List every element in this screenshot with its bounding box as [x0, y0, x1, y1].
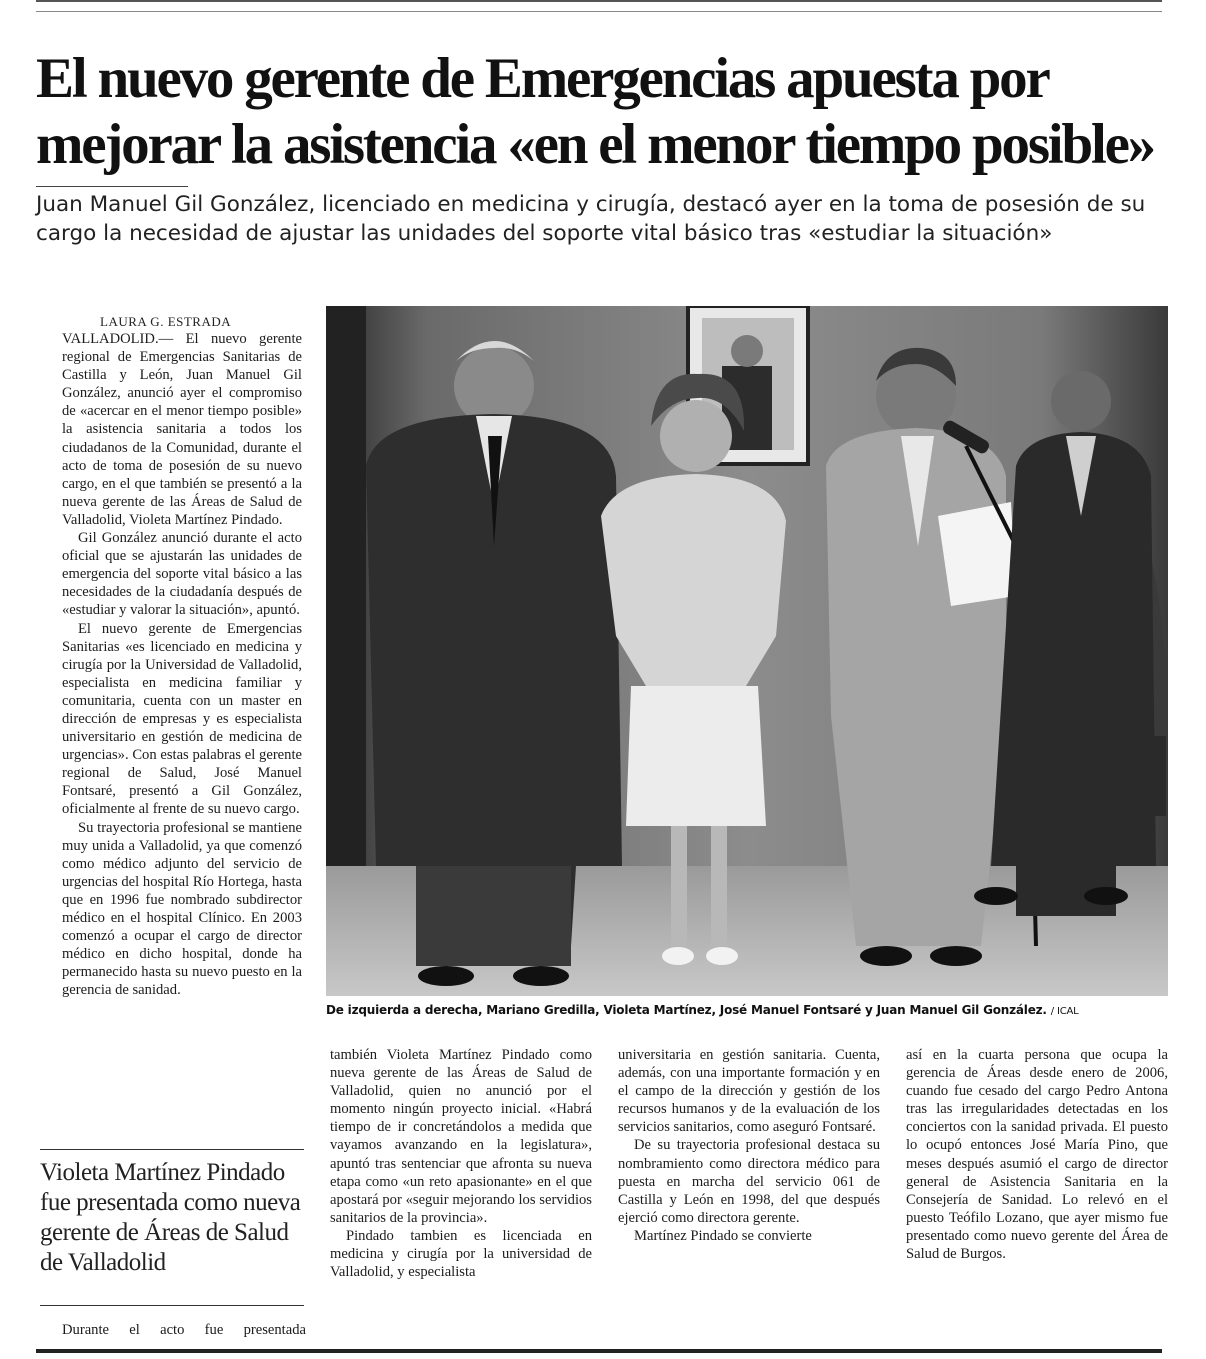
- paragraph-start: Durante el acto fue presentada: [62, 1322, 306, 1338]
- photo-credit: / ICAL: [1050, 1006, 1079, 1017]
- paragraph: Martínez Pindado se convierte: [634, 1227, 812, 1244]
- top-rule: [36, 0, 1162, 2]
- paragraph: universitaria en gestión sanitaria. Cuenta, además, con una importante formación y en el campo de la dirección y gestión de los recursos humanos y de la evaluación de los servicios sanitarios, como aseguró Fontsaré.: [618, 1047, 880, 1136]
- bottom-rule: [36, 1349, 1162, 1353]
- byline: LAURA G. ESTRADA: [100, 314, 232, 329]
- caption-text: De izquierda a derecha, Mariano Gredilla, Violeta Martínez, José Manuel Fontsaré y Juan Manuel Gil González.: [326, 1003, 1047, 1017]
- pullquote-rule-bottom: [40, 1305, 304, 1306]
- speech-paper: [938, 502, 1016, 606]
- pullquote-rule-top: [40, 1149, 304, 1150]
- column-3: [618, 1046, 880, 1245]
- paragraph: así en la cuarta persona que ocupa la gerencia de Áreas desde enero de 2006, cuando fue cesado del cargo Pedro Antona tras las irregularidades detectadas en los conciertos con la sanidad privada. El puesto lo ocupó entonces José María Pino, que meses después asumió el cargo de director general de Asistencia Sanitaria en la Consejería de Sanidad. Lo relevó en el puesto Teófilo Lozano, que ayer mismo fue presentado como nuevo gerente del Área de Salud de Burgos.: [906, 1047, 1168, 1263]
- headline: El nuevo gerente de Emergencias apuesta por mejorar la asistencia «en el menor tiempo posible»: [36, 47, 1154, 176]
- pullquote: Violeta Martínez Pindado fue presentada como nueva gerente de Áreas de Salud de Valladolid: [40, 1159, 301, 1276]
- paragraph: también Violeta Martínez Pindado como nueva gerente de las Áreas de Salud de Valladolid, quien no anunció por el momento ningún proyecto inicial. «Habrá tiempo de ir concretándolos a medida que vayamos avanzando en la legislatura», apuntó tras sentenciar que afronta su nueva etapa como «un reto apasionante» en el que apostará por «seguir mejorando los servidios sanitarios de la provincia».: [330, 1047, 592, 1226]
- deck-rule: [36, 186, 188, 187]
- photo-caption: [326, 1003, 1168, 1017]
- paragraph: El nuevo gerente de Emergencias Sanitarias «es licenciado en medicina y cirugía por la Universidad de Valladolid, especialista en medicina familiar y comunitaria, cuenta con un master en dirección de empresas y es especialista universitario en gestión de medicina de urgencias». Con estas palabras el gerente regional de Salud, José Manuel Fontsaré, presentó a Gil González, oficialmente al frente de su nuevo cargo.: [62, 620, 302, 818]
- paragraph: Pindado tambien es licenciada en medicina y cirugía por la universidad de Valladolid, y especialista: [330, 1227, 592, 1281]
- column-2: [330, 1046, 592, 1281]
- paragraph: VALLADOLID.— El nuevo gerente regional de Emergencias Sanitarias de Castilla y León, Juan Manuel Gil González, anunció ayer el compromiso de «acercar en el menor tiempo posible» la asistencia sanitaria a todos los ciudadanos de la Comunidad, durante el acto de toma de posesión de su nuevo cargo, en el que también se presentó a la nueva gerente de las Áreas de Salud de Valladolid, Violeta Martínez Pindado.: [62, 331, 302, 528]
- news-photo: [326, 306, 1168, 996]
- column-4: [906, 1046, 1168, 1263]
- subheadline: Juan Manuel Gil González, licenciado en medicina y cirugía, destacó ayer en la toma de posesión de su cargo la necesidad de ajustar las unidades del soporte vital básico tras «estudiar la situación»: [36, 192, 1146, 246]
- paragraph: De su trayectoria profesional destaca su nombramiento como directora médico para puesta en marcha del servicio 061 de Castilla y León en 1998, del que después ejerció como directora gerente.: [618, 1137, 880, 1226]
- top-rule-thin: [36, 11, 1162, 12]
- column-1: [62, 330, 302, 999]
- paragraph: Gil González anunció durante el acto oficial que se ajustarán las unidades de emergencia del soporte vital básico a las necesidades de la ciudadanía después de «estudiar y valorar la situación», apuntó.: [62, 530, 302, 619]
- paragraph: Su trayectoria profesional se mantiene muy unida a Valladolid, ya que comenzó como médico adjunto del servicio de urgencias del hospital Río Hortega, hasta que en 1996 fue nombrado subdirector médico en el hospital Clínico. En 2003 comenzó a ocupar el cargo de director médico en dicho hospital, donde ha permanecido hasta su nuevo puesto en la gerencia de sanidad.: [62, 819, 302, 999]
